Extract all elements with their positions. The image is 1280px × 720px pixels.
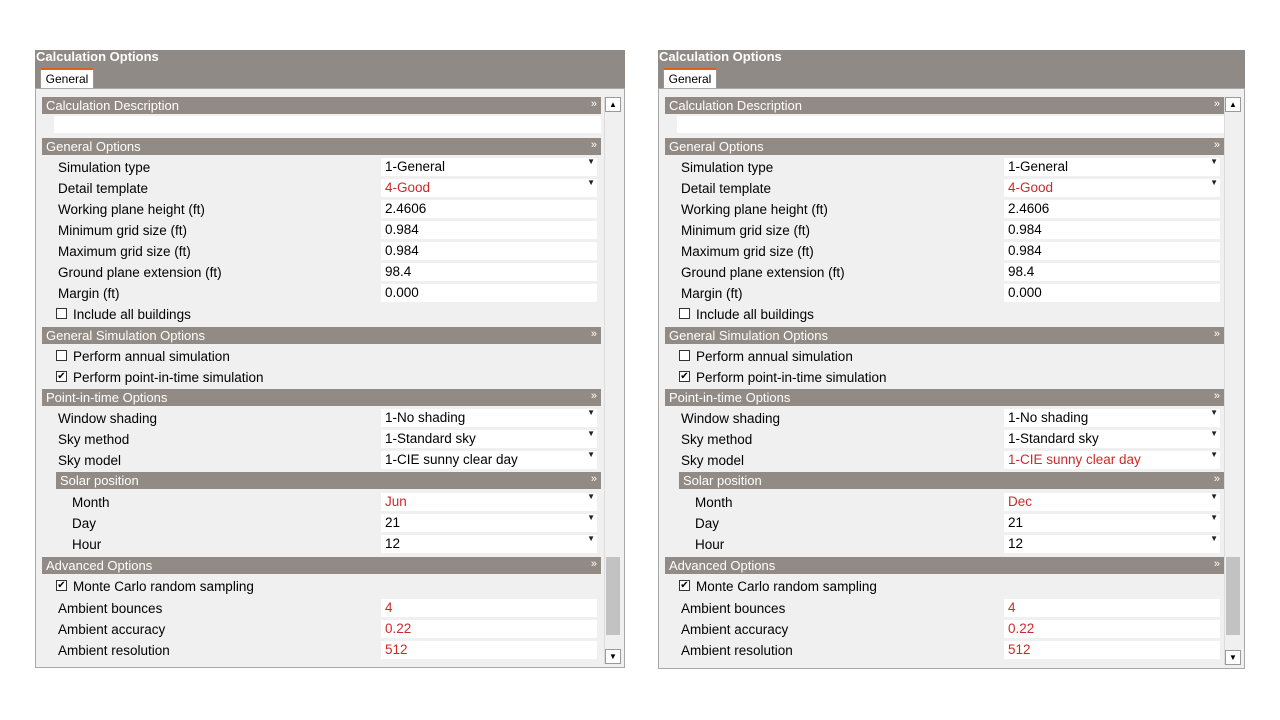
collapse-chevron-icon[interactable]: » xyxy=(1213,558,1220,570)
field-label: Hour xyxy=(72,537,102,552)
sky-model-select[interactable]: 1-CIE sunny clear day xyxy=(381,451,597,469)
detail-template-select[interactable]: 4-Good xyxy=(381,179,597,197)
section-advanced-options[interactable] xyxy=(42,557,601,574)
checkbox-label: Include all buildings xyxy=(73,307,191,322)
detail-template-select[interactable]: 4-Good xyxy=(1004,179,1220,197)
row-margin xyxy=(42,283,601,304)
row-minimum-grid-size xyxy=(665,220,1224,241)
row-maximum-grid-size xyxy=(42,241,601,262)
section-general-options[interactable] xyxy=(42,138,601,155)
section-solar-position[interactable] xyxy=(56,472,601,489)
field-label: Maximum grid size (ft) xyxy=(681,244,814,259)
row-monte-carlo xyxy=(665,576,1224,597)
row-hour xyxy=(665,534,1224,555)
margin-input[interactable]: 0.000 xyxy=(1004,284,1220,302)
field-label: Simulation type xyxy=(58,160,151,175)
checkbox-label: Perform annual simulation xyxy=(696,349,853,364)
row-window-shading xyxy=(665,408,1224,429)
dropdown-arrow-icon[interactable]: ▼ xyxy=(587,450,595,459)
row-ambient-accuracy xyxy=(665,619,1224,640)
row-annual-simulation xyxy=(42,346,601,367)
section-general-simulation-options[interactable] xyxy=(42,327,601,344)
calculation-options-panel-left xyxy=(35,50,625,668)
working-plane-height-input[interactable]: 2.4606 xyxy=(1004,200,1220,218)
field-label: Window shading xyxy=(58,411,158,426)
field-label: Window shading xyxy=(681,411,781,426)
field-label: Ambient accuracy xyxy=(58,622,166,637)
row-sky-method xyxy=(42,429,601,450)
field-label: Sky method xyxy=(58,432,130,447)
dropdown-arrow-icon[interactable]: ▼ xyxy=(1210,513,1218,522)
row-maximum-grid-size xyxy=(665,241,1224,262)
row-detail-template xyxy=(665,178,1224,199)
row-ambient-accuracy xyxy=(42,619,601,640)
dropdown-arrow-icon[interactable]: ▼ xyxy=(587,513,595,522)
row-margin xyxy=(665,283,1224,304)
margin-input[interactable]: 0.000 xyxy=(381,284,597,302)
panel-title-bar xyxy=(658,50,1245,88)
panel-title-bar xyxy=(35,50,625,88)
section-calculation-description[interactable] xyxy=(42,97,601,114)
section-general-options[interactable] xyxy=(665,138,1224,155)
annual-simulation-checkbox[interactable] xyxy=(56,350,67,361)
row-month xyxy=(665,492,1224,513)
section-title: Advanced Options xyxy=(669,558,776,573)
field-label: Ambient resolution xyxy=(681,643,793,658)
collapse-chevron-icon[interactable]: » xyxy=(1213,139,1220,151)
field-label: Ambient bounces xyxy=(681,601,786,616)
row-working-plane-height xyxy=(42,199,601,220)
collapse-chevron-icon[interactable]: » xyxy=(590,473,597,485)
include-all-buildings-checkbox[interactable] xyxy=(56,308,67,319)
collapse-chevron-icon[interactable]: » xyxy=(1213,328,1220,340)
dropdown-arrow-icon[interactable]: ▼ xyxy=(587,492,595,501)
row-point-in-time-simulation xyxy=(42,367,601,388)
section-general-simulation-options[interactable] xyxy=(665,327,1224,344)
checkbox-label: Perform point-in-time simulation xyxy=(73,370,264,385)
dropdown-arrow-icon[interactable]: ▼ xyxy=(587,408,595,417)
monte-carlo-checkbox[interactable]: ✔ xyxy=(680,580,689,591)
field-label: Day xyxy=(695,516,720,531)
dropdown-arrow-icon[interactable]: ▼ xyxy=(587,429,595,438)
calculation-options-panel-right xyxy=(658,50,1245,669)
annual-simulation-checkbox[interactable] xyxy=(679,350,690,361)
field-label: Margin (ft) xyxy=(681,286,743,301)
field-label: Simulation type xyxy=(681,160,774,175)
row-ambient-resolution xyxy=(42,640,601,661)
scrollbar-thumb[interactable] xyxy=(606,557,620,635)
point-in-time-simulation-checkbox[interactable]: ✔ xyxy=(680,371,689,382)
sky-model-select[interactable]: 1-CIE sunny clear day xyxy=(1004,451,1220,469)
minimum-grid-size-input[interactable]: 0.984 xyxy=(381,221,597,239)
collapse-chevron-icon[interactable]: » xyxy=(1213,390,1220,402)
simulation-type-select[interactable]: 1-General xyxy=(381,158,597,176)
row-ground-plane-extension xyxy=(42,262,601,283)
month-select[interactable]: Jun xyxy=(381,493,597,511)
field-label: Month xyxy=(72,495,110,510)
row-hour xyxy=(42,534,601,555)
section-solar-position[interactable] xyxy=(679,472,1224,489)
row-include-all-buildings xyxy=(665,304,1224,325)
include-all-buildings-checkbox[interactable] xyxy=(679,308,690,319)
field-label: Sky model xyxy=(58,453,122,468)
field-label: Ground plane extension (ft) xyxy=(58,265,222,280)
vertical-scrollbar[interactable] xyxy=(604,97,622,664)
section-point-in-time-options[interactable] xyxy=(42,389,601,406)
field-label: Working plane height (ft) xyxy=(58,202,205,217)
row-point-in-time-simulation xyxy=(665,367,1224,388)
row-ambient-bounces xyxy=(42,598,601,619)
section-title: Solar position xyxy=(683,473,762,488)
field-label: Ground plane extension (ft) xyxy=(681,265,845,280)
scroll-down-icon[interactable]: ▼ xyxy=(1225,650,1241,665)
row-monte-carlo xyxy=(42,576,601,597)
options-frame xyxy=(658,88,1245,669)
field-label: Detail template xyxy=(58,181,149,196)
section-title: Point-in-time Options xyxy=(669,390,791,405)
row-month xyxy=(42,492,601,513)
ground-plane-extension-input[interactable]: 98.4 xyxy=(1004,263,1220,281)
field-label: Sky model xyxy=(681,453,745,468)
section-title: Calculation Description xyxy=(46,98,179,113)
checkbox-label: Monte Carlo random sampling xyxy=(696,579,877,594)
maximum-grid-size-input[interactable]: 0.984 xyxy=(1004,242,1220,260)
section-title: Advanced Options xyxy=(46,558,153,573)
dropdown-arrow-icon[interactable]: ▼ xyxy=(1210,408,1218,417)
section-title: Point-in-time Options xyxy=(46,390,168,405)
hour-select[interactable]: 12 xyxy=(381,535,597,553)
window-shading-select[interactable]: 1-No shading xyxy=(1004,409,1220,427)
row-include-all-buildings xyxy=(42,304,601,325)
section-title: Solar position xyxy=(60,473,139,488)
row-day xyxy=(665,513,1224,534)
dropdown-arrow-icon[interactable]: ▼ xyxy=(1210,178,1218,187)
row-minimum-grid-size xyxy=(42,220,601,241)
tab-general[interactable]: General xyxy=(40,68,94,88)
checkbox-label: Include all buildings xyxy=(696,307,814,322)
section-title: General Options xyxy=(669,139,764,154)
row-sky-model xyxy=(665,450,1224,471)
dropdown-arrow-icon[interactable]: ▼ xyxy=(1210,492,1218,501)
ambient-resolution-input[interactable]: 512 xyxy=(381,641,597,659)
field-label: Minimum grid size (ft) xyxy=(58,223,188,238)
field-label: Sky method xyxy=(681,432,753,447)
dropdown-arrow-icon[interactable]: ▼ xyxy=(587,534,595,543)
row-detail-template xyxy=(42,178,601,199)
panel-title: Calculation Options xyxy=(659,49,782,64)
options-frame xyxy=(35,88,625,668)
dropdown-arrow-icon[interactable]: ▼ xyxy=(1210,429,1218,438)
ambient-accuracy-input[interactable]: 0.22 xyxy=(381,620,597,638)
section-title: General Simulation Options xyxy=(46,328,205,343)
field-label: Month xyxy=(695,495,733,510)
dropdown-arrow-icon[interactable]: ▼ xyxy=(587,178,595,187)
row-sky-method xyxy=(665,429,1224,450)
ambient-bounces-input[interactable]: 4 xyxy=(381,599,597,617)
checkbox-label: Monte Carlo random sampling xyxy=(73,579,254,594)
scroll-down-icon[interactable]: ▼ xyxy=(605,649,621,664)
sky-method-select[interactable]: 1-Standard sky xyxy=(381,430,597,448)
section-point-in-time-options[interactable] xyxy=(665,389,1224,406)
row-ambient-bounces xyxy=(665,598,1224,619)
collapse-chevron-icon[interactable]: » xyxy=(590,390,597,402)
field-label: Minimum grid size (ft) xyxy=(681,223,811,238)
ambient-resolution-input[interactable]: 512 xyxy=(1004,641,1220,659)
field-label: Working plane height (ft) xyxy=(681,202,828,217)
collapse-chevron-icon[interactable]: » xyxy=(1213,473,1220,485)
monte-carlo-checkbox[interactable]: ✔ xyxy=(57,580,66,591)
field-label: Ambient accuracy xyxy=(681,622,789,637)
section-calculation-description[interactable] xyxy=(665,97,1224,114)
day-select[interactable]: 21 xyxy=(1004,514,1220,532)
field-label: Ambient resolution xyxy=(58,643,170,658)
working-plane-height-input[interactable]: 2.4606 xyxy=(381,200,597,218)
collapse-chevron-icon[interactable]: » xyxy=(590,558,597,570)
section-title: Calculation Description xyxy=(669,98,802,113)
ambient-bounces-input[interactable]: 4 xyxy=(1004,599,1220,617)
row-simulation-type xyxy=(665,157,1224,178)
field-label: Detail template xyxy=(681,181,772,196)
row-ground-plane-extension xyxy=(665,262,1224,283)
simulation-type-select[interactable]: 1-General xyxy=(1004,158,1220,176)
row-window-shading xyxy=(42,408,601,429)
maximum-grid-size-input[interactable]: 0.984 xyxy=(381,242,597,260)
day-select[interactable]: 21 xyxy=(381,514,597,532)
field-label: Margin (ft) xyxy=(58,286,120,301)
field-label: Day xyxy=(72,516,97,531)
section-title: General Options xyxy=(46,139,141,154)
minimum-grid-size-input[interactable]: 0.984 xyxy=(1004,221,1220,239)
collapse-chevron-icon[interactable]: » xyxy=(590,98,597,110)
scrollbar-thumb[interactable] xyxy=(1226,557,1240,635)
collapse-chevron-icon[interactable]: » xyxy=(1213,98,1220,110)
section-advanced-options[interactable] xyxy=(665,557,1224,574)
ground-plane-extension-input[interactable]: 98.4 xyxy=(381,263,597,281)
collapse-chevron-icon[interactable]: » xyxy=(590,328,597,340)
checkbox-label: Perform point-in-time simulation xyxy=(696,370,887,385)
collapse-chevron-icon[interactable]: » xyxy=(590,139,597,151)
sky-method-select[interactable]: 1-Standard sky xyxy=(1004,430,1220,448)
tab-general[interactable]: General xyxy=(663,68,717,88)
dropdown-arrow-icon[interactable]: ▼ xyxy=(587,157,595,166)
field-label: Ambient bounces xyxy=(58,601,163,616)
field-label: Maximum grid size (ft) xyxy=(58,244,191,259)
vertical-scrollbar[interactable] xyxy=(1224,97,1242,665)
scroll-up-icon[interactable]: ▲ xyxy=(1225,97,1241,112)
row-sky-model xyxy=(42,450,601,471)
dropdown-arrow-icon[interactable]: ▼ xyxy=(1210,534,1218,543)
checkbox-label: Perform annual simulation xyxy=(73,349,230,364)
row-day xyxy=(42,513,601,534)
calculation-description-field[interactable] xyxy=(677,116,1224,133)
hour-select[interactable]: 12 xyxy=(1004,535,1220,553)
calculation-description-field[interactable] xyxy=(54,116,601,133)
scroll-up-icon[interactable]: ▲ xyxy=(605,97,621,112)
row-annual-simulation xyxy=(665,346,1224,367)
section-title: General Simulation Options xyxy=(669,328,828,343)
panel-title: Calculation Options xyxy=(36,49,159,64)
row-working-plane-height xyxy=(665,199,1224,220)
window-shading-select[interactable]: 1-No shading xyxy=(381,409,597,427)
dropdown-arrow-icon[interactable]: ▼ xyxy=(1210,157,1218,166)
dropdown-arrow-icon[interactable]: ▼ xyxy=(1210,450,1218,459)
month-select[interactable]: Dec xyxy=(1004,493,1220,511)
row-simulation-type xyxy=(42,157,601,178)
ambient-accuracy-input[interactable]: 0.22 xyxy=(1004,620,1220,638)
field-label: Hour xyxy=(695,537,725,552)
row-ambient-resolution xyxy=(665,640,1224,661)
point-in-time-simulation-checkbox[interactable]: ✔ xyxy=(57,371,66,382)
